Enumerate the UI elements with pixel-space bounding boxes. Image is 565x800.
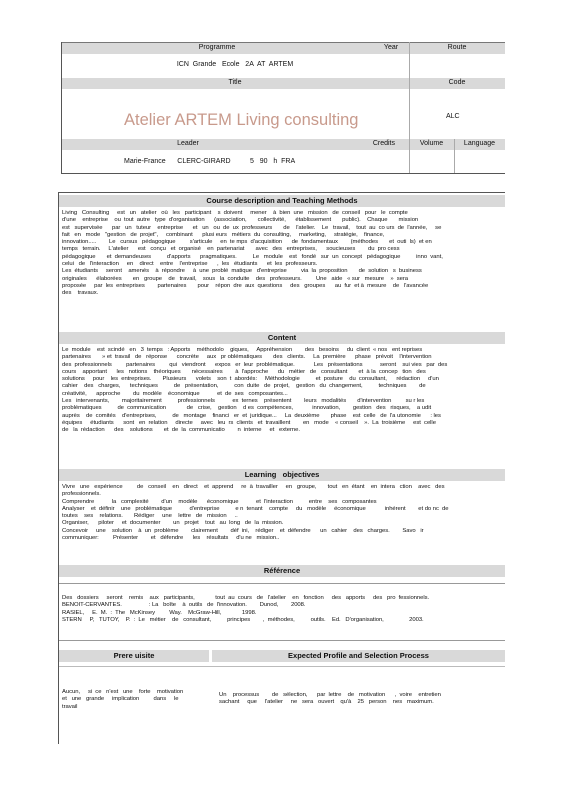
text-line: toutes ses relations. Rédiger une lettre de mission .. — [62, 513, 238, 520]
language-label: Language — [454, 139, 505, 150]
content-text — [62, 347, 503, 462]
text-line: originales élaborées en groupe de travail, sous la conduite des professeurs. Une aide « sur mesure » sera — [62, 275, 409, 282]
text-line: professionnels. — [62, 491, 101, 498]
text-line: solutions pour les entreprises. Plusieurs volets son t abordés: Méthodologie et posture du consultant, rédaction d'un — [62, 376, 439, 383]
text-line: innovation..... Le cursus pédagogique s'articule en te mps d'acquisition de fondamentaux (méthodes et outi ls) et en — [62, 239, 432, 246]
text-line: BENOIT-CERVANTES. : La boîte à outils de l'innovation. Dunod, 2008. — [62, 602, 306, 609]
text-line: de la rédaction des solutions et de la communicatio n interne et externe. — [62, 427, 300, 434]
text-line: travail — [62, 703, 78, 710]
text-line: Living Consulting est un atelier où les participant s doivent mener à bien une mission de conseil pour le compte — [62, 210, 408, 216]
year-label: Year — [373, 43, 409, 54]
profile-text — [219, 692, 505, 712]
text-line: Concevoir une solution à un problème clairement déf ini, rédiger et défendre un cahier des charges. Savo ir — [62, 527, 424, 534]
prerequisite-text — [62, 689, 207, 719]
text-line: STERN P, TUTOY, P. : Le métier de consultant, principes , méthodes, outils. Ed. D'organisation, 2003. — [62, 616, 424, 623]
text-line: Les étudiants seront amenés à répondre à une problé matique d'entreprise via la proposition de solution s business — [62, 268, 422, 275]
text-line: Vivre une expérience de conseil en direct et apprend re à travailler en groupe, tout en étant en intera ction avec des — [62, 484, 445, 490]
reference-header: Référence — [59, 565, 505, 577]
leader-value: Marie-France CLERC-GIRARD 5 90 h FRA — [124, 158, 296, 165]
text-line: équipes étudiants sont en relation directe avec leu rs clients et travaillent en mode « conseil ». La troisième est celle — [62, 419, 436, 426]
code-label: Code — [409, 78, 505, 89]
text-line: auprès de comités d'entreprises, de montage financi er et juridique... La deuxième phase est celle de l'a utonomie : les — [62, 412, 441, 419]
text-line: Analyser et définir une problématique d'entreprise e n tenant compte du modèle économique inhérent et do nc de — [62, 505, 449, 512]
leader-label: Leader — [61, 139, 315, 150]
text-line: est supervisée par un tuteur entreprise et un ou de ux professeurs de l'atelier. Le travail, tout au co urs de l'année, se — [62, 224, 442, 231]
text-line: et une grande implication dans le — [62, 696, 179, 703]
profile-header: Expected Profile and Selection Process — [212, 650, 505, 662]
text-line: Des dossiers seront remis aux participants, tout au cours de l'atelier en fonction des apports des pro fessionnels. — [62, 595, 430, 601]
course-description-text — [62, 210, 503, 330]
text-line: sachant que l'atelier ne sera ouvert qu'à 25 person nes maximum. — [219, 699, 434, 706]
text-line: Les intervenants, majoritairement professionnels ex ternes présentent leurs modalités d'intervention su r les — [62, 398, 425, 405]
text-line: temps terrain. L'atelier est conçu et organisé en partenariat avec des entreprises, soucieuses du pro cess — [62, 246, 400, 253]
learning-objectives-header: Learning objectives — [59, 469, 505, 481]
content-header: Content — [59, 332, 505, 344]
text-line: cours apportant les notions théoriques nécessaires à l'approche du métier de consultant et à la concep tion des — [62, 368, 426, 375]
route-label: Route — [409, 43, 505, 54]
text-line: cahier des charges, techniques de présentation, con duite de projet, gestion du changement, techniques de — [62, 383, 426, 390]
programme-label: Programme — [61, 43, 373, 54]
text-line: des professionnels partenaires qui viendront expos er leur problématique. Les présentations seront sui vies par des — [62, 361, 448, 368]
text-line: problématiques de communication de crise, gestion d es compétences, innovation, gestion des risques, a udit — [62, 405, 432, 412]
text-line: celui de l'interaction en direct entre l'entreprise , les étudiants et les professeurs. — [62, 261, 318, 268]
text-line: d'une entreprise ou tout autre type d'organisation (association, collectivité, établissement public). Chaque mission — [62, 217, 419, 224]
text-line: Le module est scindé en 3 temps : Apports méthodolo giques, Appréhension des besoins du client « nos ent reprises — [62, 347, 423, 353]
text-line: communiquer: Présenter et défendre les résultats d'u ne mission.. — [62, 535, 280, 542]
text-line: Un processus de sélection, par lettre de motivation , voire entretien — [219, 692, 441, 698]
volume-label: Volume — [409, 139, 454, 150]
text-line: pédagogique et demandeuses d'apports pragmatiques. Le module est fondé sur un concept pédagogique inno vant, — [62, 253, 443, 260]
text-line: RASIEL, E. M. : The McKinsey Way. McGraw-Hill, 1998. — [62, 609, 257, 616]
text-line: partenaires » et travail de réponse concrète aux pr oblématiques des clients. La première phase prévoit l'intervention — [62, 354, 432, 361]
reference-text — [62, 595, 503, 631]
text-line: des travaux. — [62, 290, 99, 297]
credits-label: Credits — [315, 139, 409, 150]
title-label: Title — [61, 78, 409, 89]
course-code: ALC — [446, 113, 460, 120]
prerequisite-header: Prere uisite — [59, 650, 209, 662]
text-line: fait en mode "gestion de projet", combinant plusi eurs métiers du consulting, marketing, stratégie, finance, — [62, 231, 385, 238]
course-description-header: Course description and Teaching Methods — [59, 195, 505, 207]
text-line: créativité, approche du modèle économique et de ses composantes... — [62, 390, 288, 397]
programme-value: ICN Grande Ecole 2A AT ARTEM — [176, 61, 294, 68]
text-line: Organiser, piloter et documenter un projet tout au long de la mission. — [62, 520, 284, 527]
course-title: Atelier ARTEM Living consulting — [124, 111, 359, 129]
text-line: Comprendre la complexité d'un modèle économique et l'interaction entre ses composantes — [62, 498, 377, 505]
learning-objectives-text — [62, 484, 503, 562]
text-line: proposée par les entreprises partenaires pour répon dre aux questions des groupes au fur et à mesure de l'avancée — [62, 282, 429, 289]
text-line: Aucun, si ce n'est une forte motivation — [62, 689, 184, 695]
